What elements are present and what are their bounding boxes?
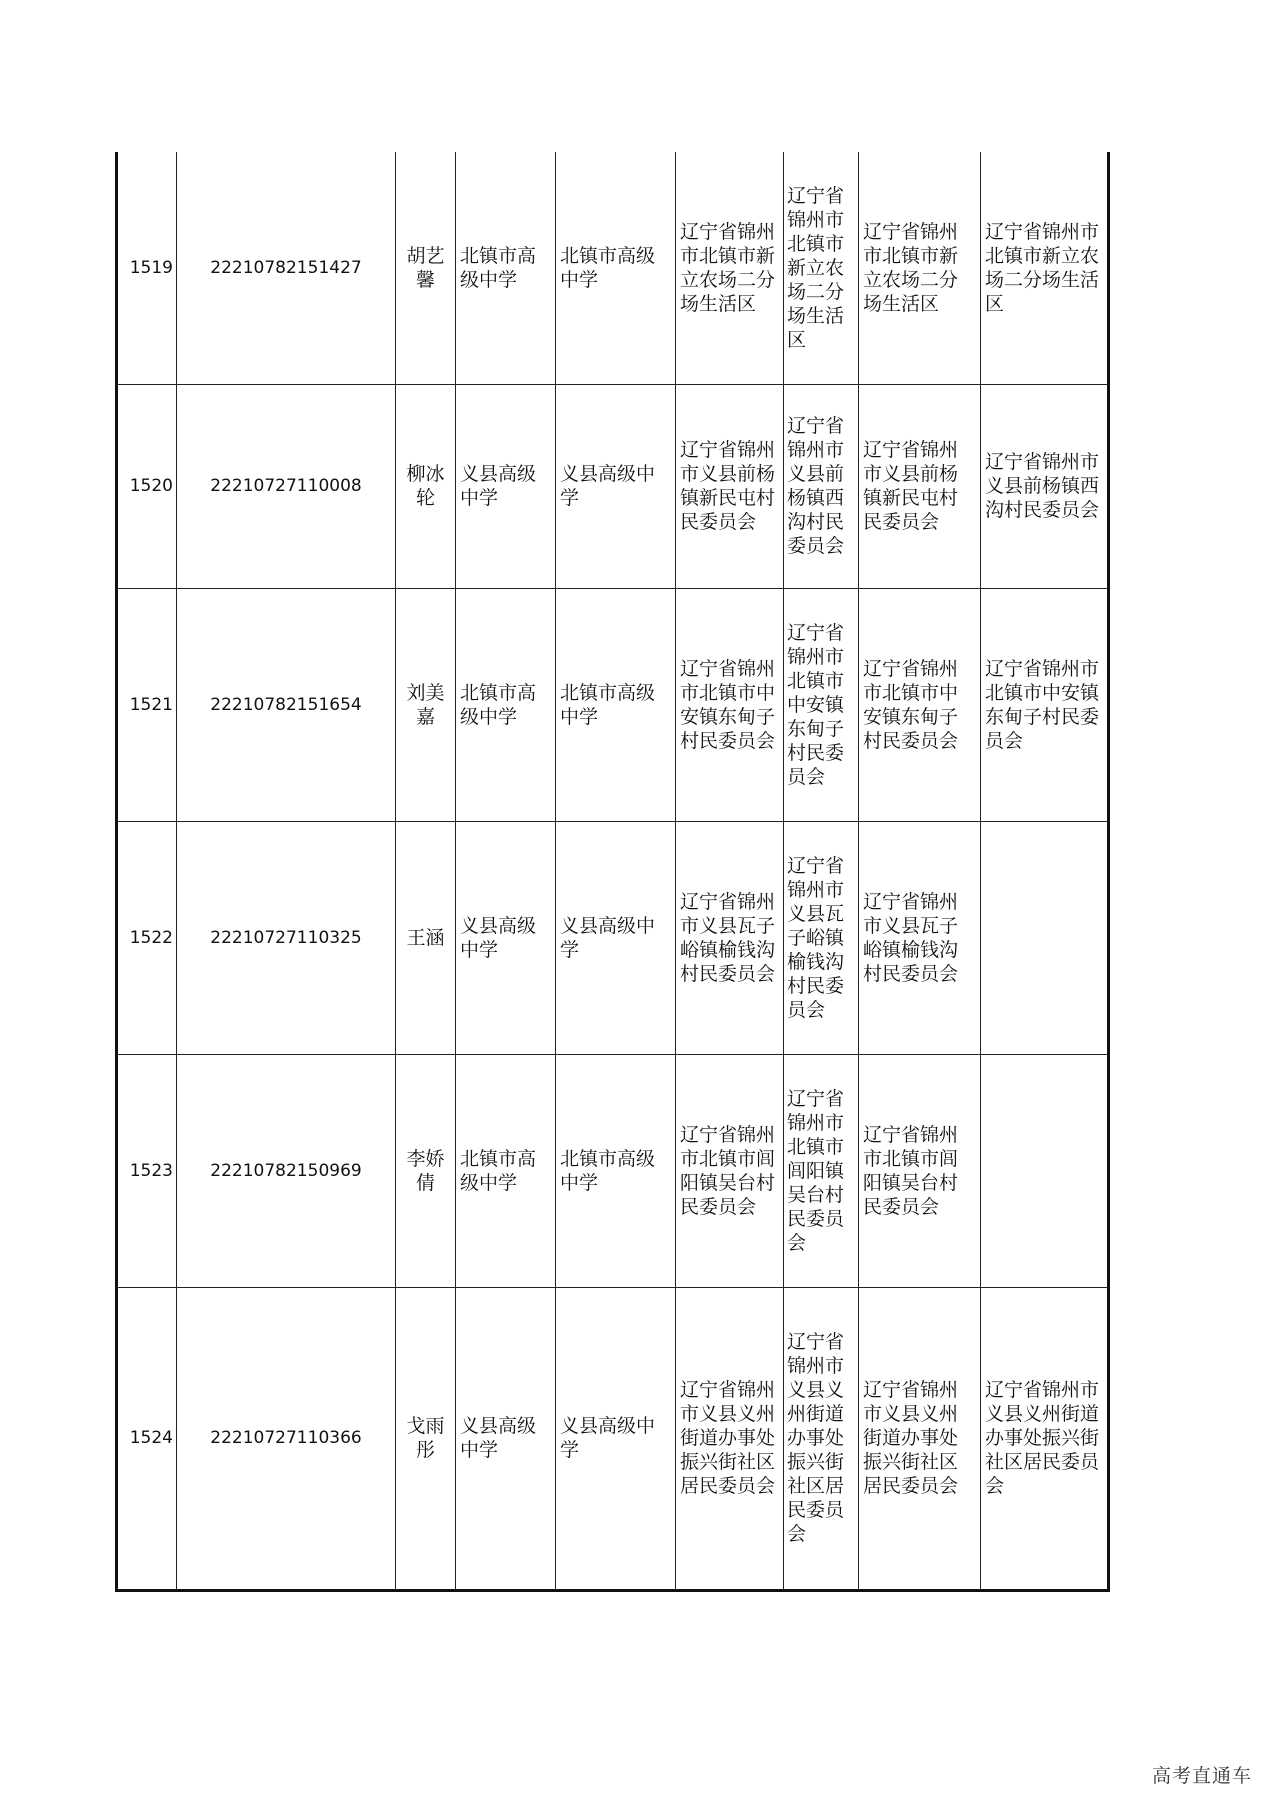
address-residence-cell: 辽宁省锦州市义县瓦子峪镇榆钱沟村民委员会: [859, 821, 981, 1054]
student-name-cell: 王涵: [396, 821, 456, 1054]
ticket-number-cell: 22210782150969: [177, 1054, 396, 1287]
school-name-cell: 北镇市高级中学: [456, 588, 556, 821]
address-residence-cell: 辽宁省锦州市义县前杨镇新民屯村民委员会: [859, 384, 981, 588]
address-other-cell: 辽宁省锦州市北镇市中安镇东甸子村民委员会: [981, 588, 1109, 821]
school-full-name-cell: 义县高级中学: [556, 821, 676, 1054]
address-parent-cell: 辽宁省锦州市义县瓦子峪镇榆钱沟村民委员会: [784, 821, 859, 1054]
row-index-cell: 1523: [117, 1054, 177, 1287]
student-name-cell: 李娇倩: [396, 1054, 456, 1287]
address-household-cell: 辽宁省锦州市北镇市闾阳镇吴台村民委员会: [676, 1054, 784, 1287]
school-full-name-cell: 北镇市高级中学: [556, 1054, 676, 1287]
ticket-number-cell: 22210727110325: [177, 821, 396, 1054]
school-full-name-cell: 义县高级中学: [556, 1287, 676, 1590]
address-household-cell: 辽宁省锦州市义县义州街道办事处振兴街社区居民委员会: [676, 1287, 784, 1590]
school-full-name-cell: 北镇市高级中学: [556, 152, 676, 384]
ticket-number-cell: 22210782151654: [177, 588, 396, 821]
address-parent-cell: 辽宁省锦州市义县义州街道办事处振兴街社区居民委员会: [784, 1287, 859, 1590]
address-other-cell: [981, 1054, 1109, 1287]
address-household-cell: 辽宁省锦州市北镇市中安镇东甸子村民委员会: [676, 588, 784, 821]
table-row: [117, 1054, 1109, 1287]
address-other-cell: 辽宁省锦州市义县义州街道办事处振兴街社区居民委员会: [981, 1287, 1109, 1590]
address-parent-cell: 辽宁省锦州市北镇市中安镇东甸子村民委员会: [784, 588, 859, 821]
school-name-cell: 义县高级中学: [456, 1287, 556, 1590]
student-name-cell: 戈雨彤: [396, 1287, 456, 1590]
address-other-cell: 辽宁省锦州市北镇市新立农场二分场生活区: [981, 152, 1109, 384]
school-name-cell: 北镇市高级中学: [456, 1054, 556, 1287]
address-residence-cell: 辽宁省锦州市北镇市新立农场二分场生活区: [859, 152, 981, 384]
watermark-text: 高考直通车: [1151, 1765, 1252, 1787]
ticket-number-cell: 22210782151427: [177, 152, 396, 384]
address-other-cell: [981, 821, 1109, 1054]
table-row: [117, 588, 1109, 821]
school-name-cell: 义县高级中学: [456, 821, 556, 1054]
row-index-cell: 1522: [117, 821, 177, 1054]
address-residence-cell: 辽宁省锦州市北镇市中安镇东甸子村民委员会: [859, 588, 981, 821]
table-row: [117, 1287, 1109, 1590]
row-index-cell: 1520: [117, 384, 177, 588]
student-name-cell: 刘美嘉: [396, 588, 456, 821]
row-index-cell: 1521: [117, 588, 177, 821]
address-parent-cell: 辽宁省锦州市义县前杨镇西沟村民委员会: [784, 384, 859, 588]
school-name-cell: 义县高级中学: [456, 384, 556, 588]
school-full-name-cell: 北镇市高级中学: [556, 588, 676, 821]
student-name-cell: 胡艺馨: [396, 152, 456, 384]
ticket-number-cell: 22210727110008: [177, 384, 396, 588]
address-other-cell: 辽宁省锦州市义县前杨镇西沟村民委员会: [981, 384, 1109, 588]
student-name-cell: 柳冰轮: [396, 384, 456, 588]
table-row: [117, 821, 1109, 1054]
school-full-name-cell: 义县高级中学: [556, 384, 676, 588]
table-row: [117, 384, 1109, 588]
data-table: [115, 152, 1110, 1592]
row-index-cell: 1524: [117, 1287, 177, 1590]
address-residence-cell: 辽宁省锦州市义县义州街道办事处振兴街社区居民委员会: [859, 1287, 981, 1590]
address-household-cell: 辽宁省锦州市北镇市新立农场二分场生活区: [676, 152, 784, 384]
school-name-cell: 北镇市高级中学: [456, 152, 556, 384]
address-parent-cell: 辽宁省锦州市北镇市新立农场二分场生活区: [784, 152, 859, 384]
ticket-number-cell: 22210727110366: [177, 1287, 396, 1590]
address-parent-cell: 辽宁省锦州市北镇市闾阳镇吴台村民委员会: [784, 1054, 859, 1287]
address-residence-cell: 辽宁省锦州市北镇市闾阳镇吴台村民委员会: [859, 1054, 981, 1287]
address-household-cell: 辽宁省锦州市义县瓦子峪镇榆钱沟村民委员会: [676, 821, 784, 1054]
row-index-cell: 1519: [117, 152, 177, 384]
table-row: [117, 152, 1109, 384]
address-household-cell: 辽宁省锦州市义县前杨镇新民屯村民委员会: [676, 384, 784, 588]
